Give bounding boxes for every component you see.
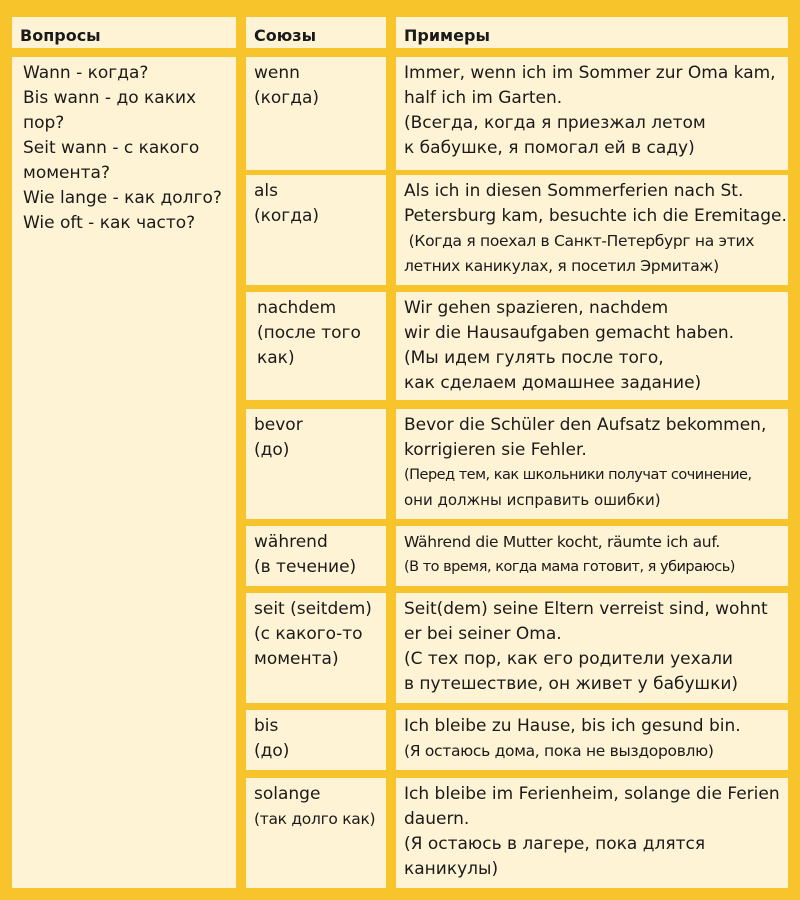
conjunction-word: bis [254,716,279,736]
conjunction-translation: (с какого-то [254,624,363,644]
conjunction-translation: (так долго как) [254,810,376,828]
example-line: каникулы) [404,859,499,879]
example-line: летних каникулах, я посетил Эрмитаж) [404,257,719,275]
conjunction-cell-bis [246,710,386,770]
example-line: к бабушке, я помогал ей в саду) [404,138,695,158]
question-line: пор? [23,113,65,133]
example-line: Wir gehen spazieren, nachdem [404,298,669,318]
example-line: (В то время, когда мама готовит, я убираюсь) [404,559,735,575]
example-line: (Я остаюсь в лагере, пока длятся [404,834,706,854]
example-cell-als [396,175,788,285]
example-line: (Я остаюсь дома, пока не выздоровлю) [404,742,714,760]
example-line: Petersburg kam, besuchte ich die Eremitage. [404,206,787,226]
example-line: как сделаем домашнее задание) [404,373,702,393]
example-line: они должны исправить ошибки) [404,491,661,509]
header-conjunctions: Союзы [246,17,386,48]
example-cell-seit [396,593,788,703]
example-line: Immer, wenn ich im Sommer zur Oma kam, [404,63,776,83]
conjunction-cell-seit [246,593,386,703]
conjunction-word: während [254,532,328,552]
example-line: Ich bleibe im Ferienheim, solange die Ferien [404,784,780,804]
conjunction-word: solange [254,784,321,804]
question-line: Seit wann - с какого [23,138,200,158]
example-line: (Перед тем, как школьники получат сочинение, [404,467,752,483]
conjunction-translation: (после того [257,323,361,343]
example-line: (Всегда, когда я приезжал летом [404,113,706,133]
example-cell-waehrend [396,526,788,586]
example-line: dauern. [404,809,470,829]
conjunction-translation: (в течение) [254,557,357,577]
example-cell-solange [396,778,788,888]
example-line: er bei seiner Oma. [404,624,562,644]
conjunction-word: seit (seitdem) [254,599,372,619]
conjunction-translation: момента) [254,649,339,669]
conjunction-word: als [254,181,278,201]
example-line: wir die Hausaufgaben gemacht haben. [404,323,735,343]
example-cell-nachdem [396,292,788,400]
conjunction-translation: (до) [254,440,290,460]
conjunction-cell-nachdem [246,292,386,400]
example-line: half ich im Garten. [404,88,563,108]
example-line: Bevor die Schüler den Aufsatz bekommen, [404,415,767,435]
header-examples: Примеры [396,17,788,48]
example-cell-bis [396,710,788,770]
conjunction-translation: как) [257,348,295,368]
example-cell-bevor [396,409,788,519]
example-cell-wenn [396,57,788,170]
conjunction-cell-solange [246,778,386,888]
conjunction-word: nachdem [257,298,337,318]
conjunction-translation: (до) [254,741,290,761]
question-line: момента? [23,163,110,183]
example-line: (Мы идем гулять после того, [404,348,664,368]
example-line: (С тех пор, как его родители уехали [404,649,733,669]
example-line: Seit(dem) seine Eltern verreist sind, wohnt [404,599,768,619]
questions-cell [12,57,236,888]
question-line: Wie oft - как часто? [23,213,196,233]
conjunction-translation: (когда) [254,88,320,108]
header-questions: Вопросы [12,17,236,48]
question-line: Wie lange - как долго? [23,188,222,208]
question-line: Bis wann - до каких [23,88,197,108]
example-line: Ich bleibe zu Hause, bis ich gesund bin. [404,716,741,736]
conjunction-cell-wenn [246,57,386,170]
example-line: (Когда я поехал в Санкт-Петербург на этих [404,232,755,250]
conjunction-cell-als [246,175,386,285]
question-line: Wann - когда? [23,63,149,83]
conjunction-cell-bevor [246,409,386,519]
conjunction-cell-waehrend [246,526,386,586]
conjunction-translation: (когда) [254,206,320,226]
example-line: korrigieren sie Fehler. [404,440,587,460]
example-line: в путешествие, он живет у бабушки) [404,674,739,694]
conjunction-word: wenn [254,63,300,83]
conjunction-word: bevor [254,415,303,435]
example-line: Während die Mutter kocht, räumte ich auf. [404,533,720,551]
example-line: Als ich in diesen Sommerferien nach St. [404,181,744,201]
